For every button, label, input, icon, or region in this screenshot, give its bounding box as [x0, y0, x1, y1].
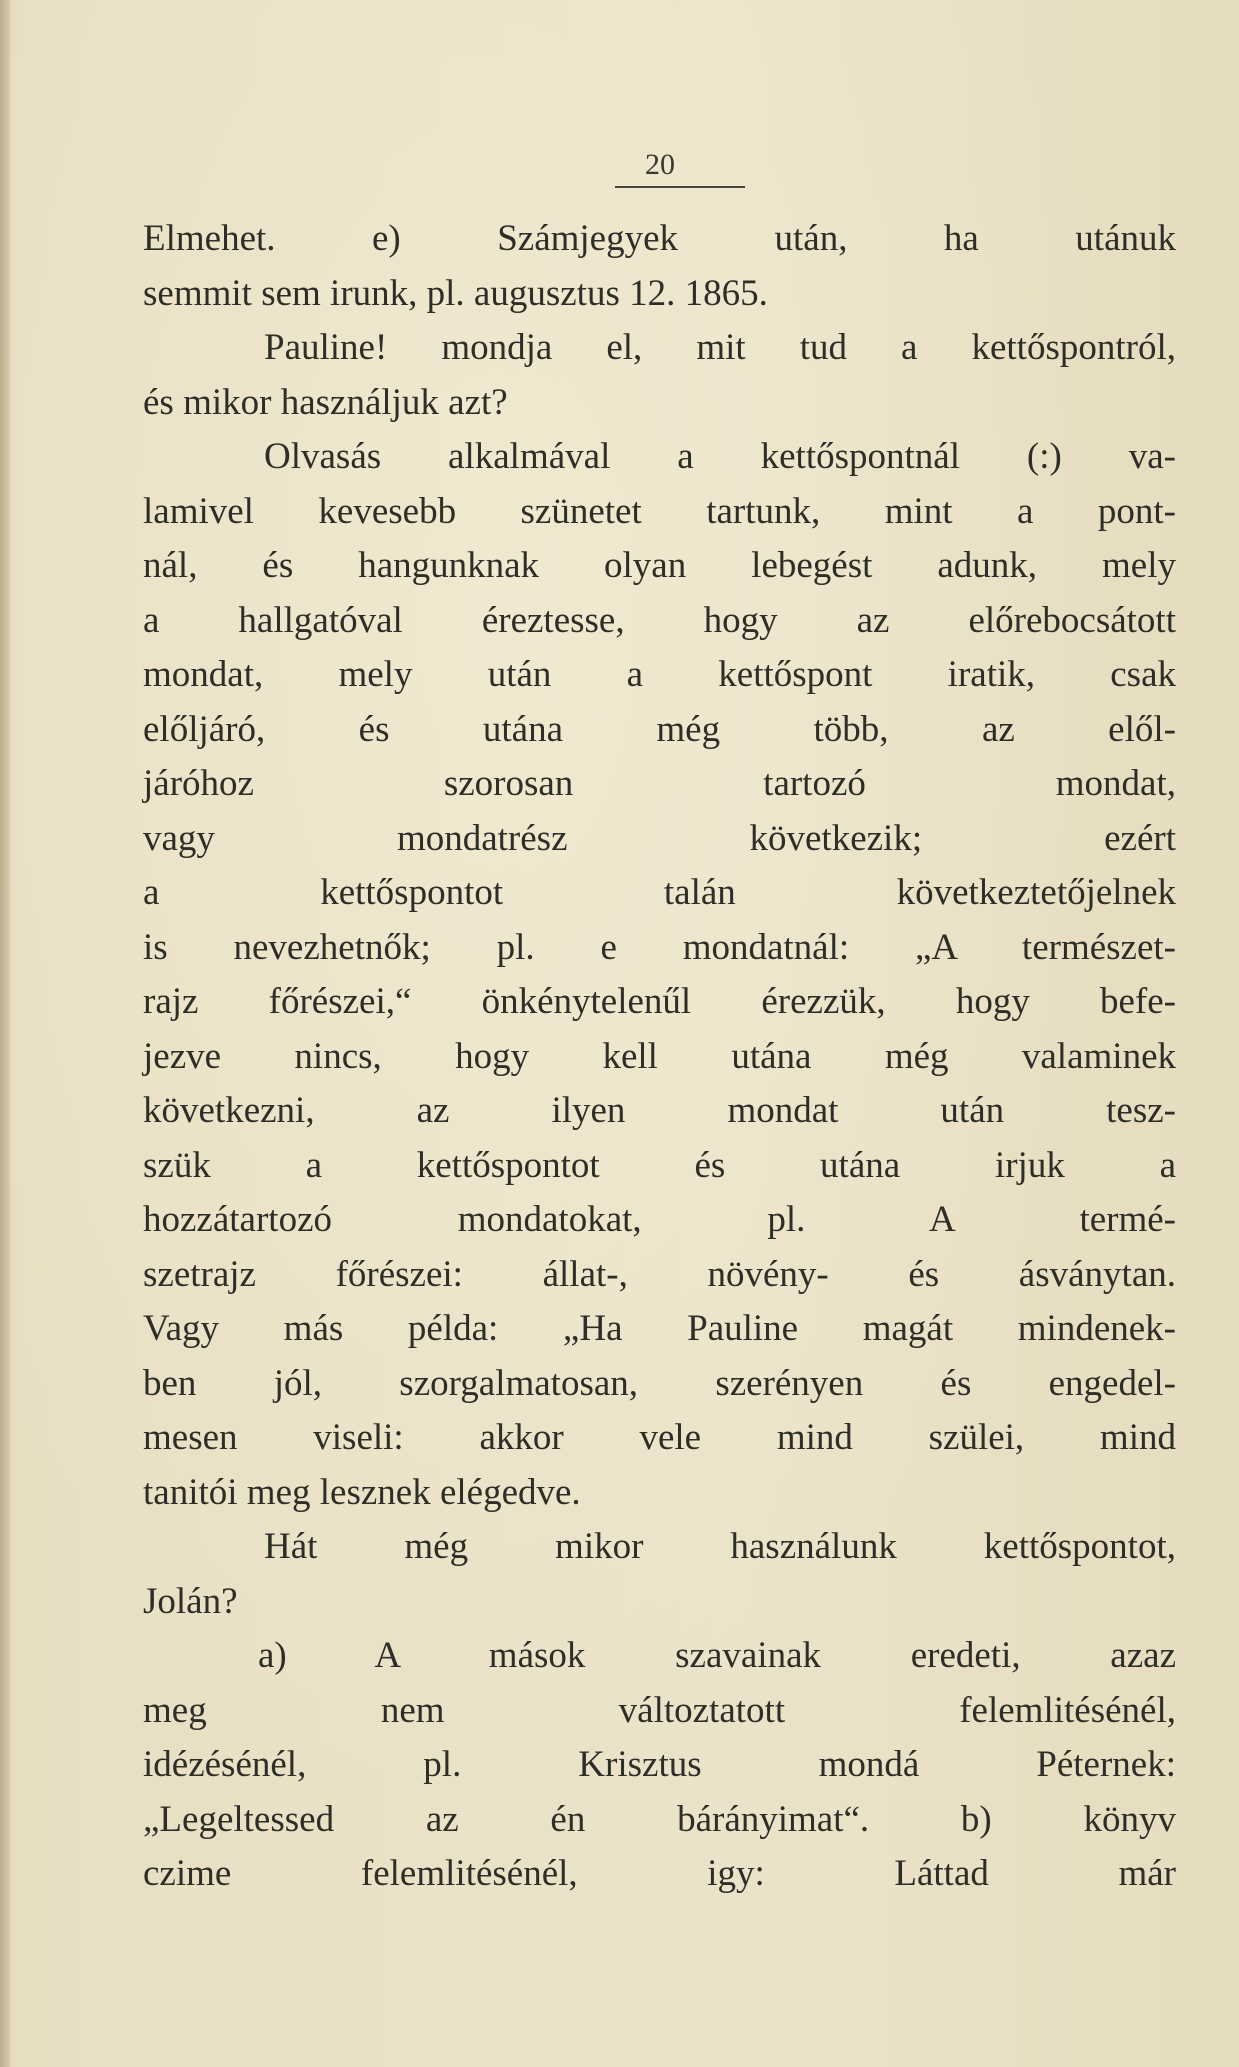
text-line: a kettőspontot talán következtetőjelnek — [143, 872, 1176, 913]
page-number: 20 — [645, 148, 675, 181]
text-line: meg nem változtatott felemlitésénél, — [143, 1689, 1176, 1731]
text-line: szük a kettőspontot és utána irjuk a — [143, 1144, 1176, 1186]
text-line: lamivel kevesebb szünetet tartunk, mint a pont- — [143, 490, 1176, 532]
text-line: járóhoz szorosan tartozó mondat, — [143, 763, 1176, 804]
text-line: előljáró, és utána még több, az elől- — [143, 708, 1176, 750]
text-line: Pauline! mondja el, mit tud a kettőspontról, — [264, 327, 1176, 368]
page-gutter — [0, 0, 10, 2067]
text-line: mesen viseli: akkor vele mind szülei, mind — [143, 1417, 1176, 1458]
text-line: is nevezhetnők; pl. e mondatnál: „A természet- — [143, 926, 1176, 968]
text-line: szetrajz főrészei: állat-, növény- és ásványtan. — [143, 1253, 1176, 1295]
text-line: következni, az ilyen mondat után tesz- — [143, 1090, 1176, 1131]
text-line: a) A mások szavainak eredeti, azaz — [258, 1635, 1176, 1676]
text-line: a hallgatóval éreztesse, hogy az előrebocsátott — [143, 599, 1176, 641]
text-line: rajz főrészei,“ önkénytelenűl érezzük, hogy befe- — [143, 981, 1176, 1022]
text-line: jezve nincs, hogy kell utána még valaminek — [143, 1035, 1176, 1077]
text-line: Olvasás alkalmával a kettőspontnál (:) va- — [264, 436, 1176, 477]
text-line: tanitói meg lesznek elégedve. — [143, 1471, 581, 1513]
text-line: és mikor használjuk azt? — [143, 381, 508, 423]
text-line: nál, és hangunknak olyan lebegést adunk, mely — [143, 545, 1176, 586]
text-line: hozzátartozó mondatokat, pl. A termé- — [143, 1199, 1176, 1240]
text-line: Hát még mikor használunk kettőspontot, — [264, 1526, 1176, 1567]
text-line: idézésénél, pl. Krisztus mondá Péternek: — [143, 1744, 1176, 1785]
text-line: Vagy más példa: „Ha Pauline magát mindenek- — [143, 1308, 1176, 1349]
text-line: Elmehet. e) Számjegyek után, ha utánuk — [143, 218, 1176, 259]
page-number-rule — [615, 186, 745, 188]
text-line: vagy mondatrész következik; ezért — [143, 817, 1176, 859]
text-line: „Legeltessed az én bárányimat“. b) könyv — [143, 1798, 1176, 1840]
text-line: mondat, mely után a kettőspont iratik, csak — [143, 654, 1176, 695]
body-text — [143, 212, 1176, 1902]
text-line: Jolán? — [143, 1580, 238, 1622]
text-line: ben jól, szorgalmatosan, szerényen és engedel- — [143, 1362, 1176, 1404]
text-line: semmit sem irunk, pl. augusztus 12. 1865. — [143, 272, 768, 314]
text-line: czime felemlitésénél, igy: Láttad már — [143, 1853, 1176, 1894]
